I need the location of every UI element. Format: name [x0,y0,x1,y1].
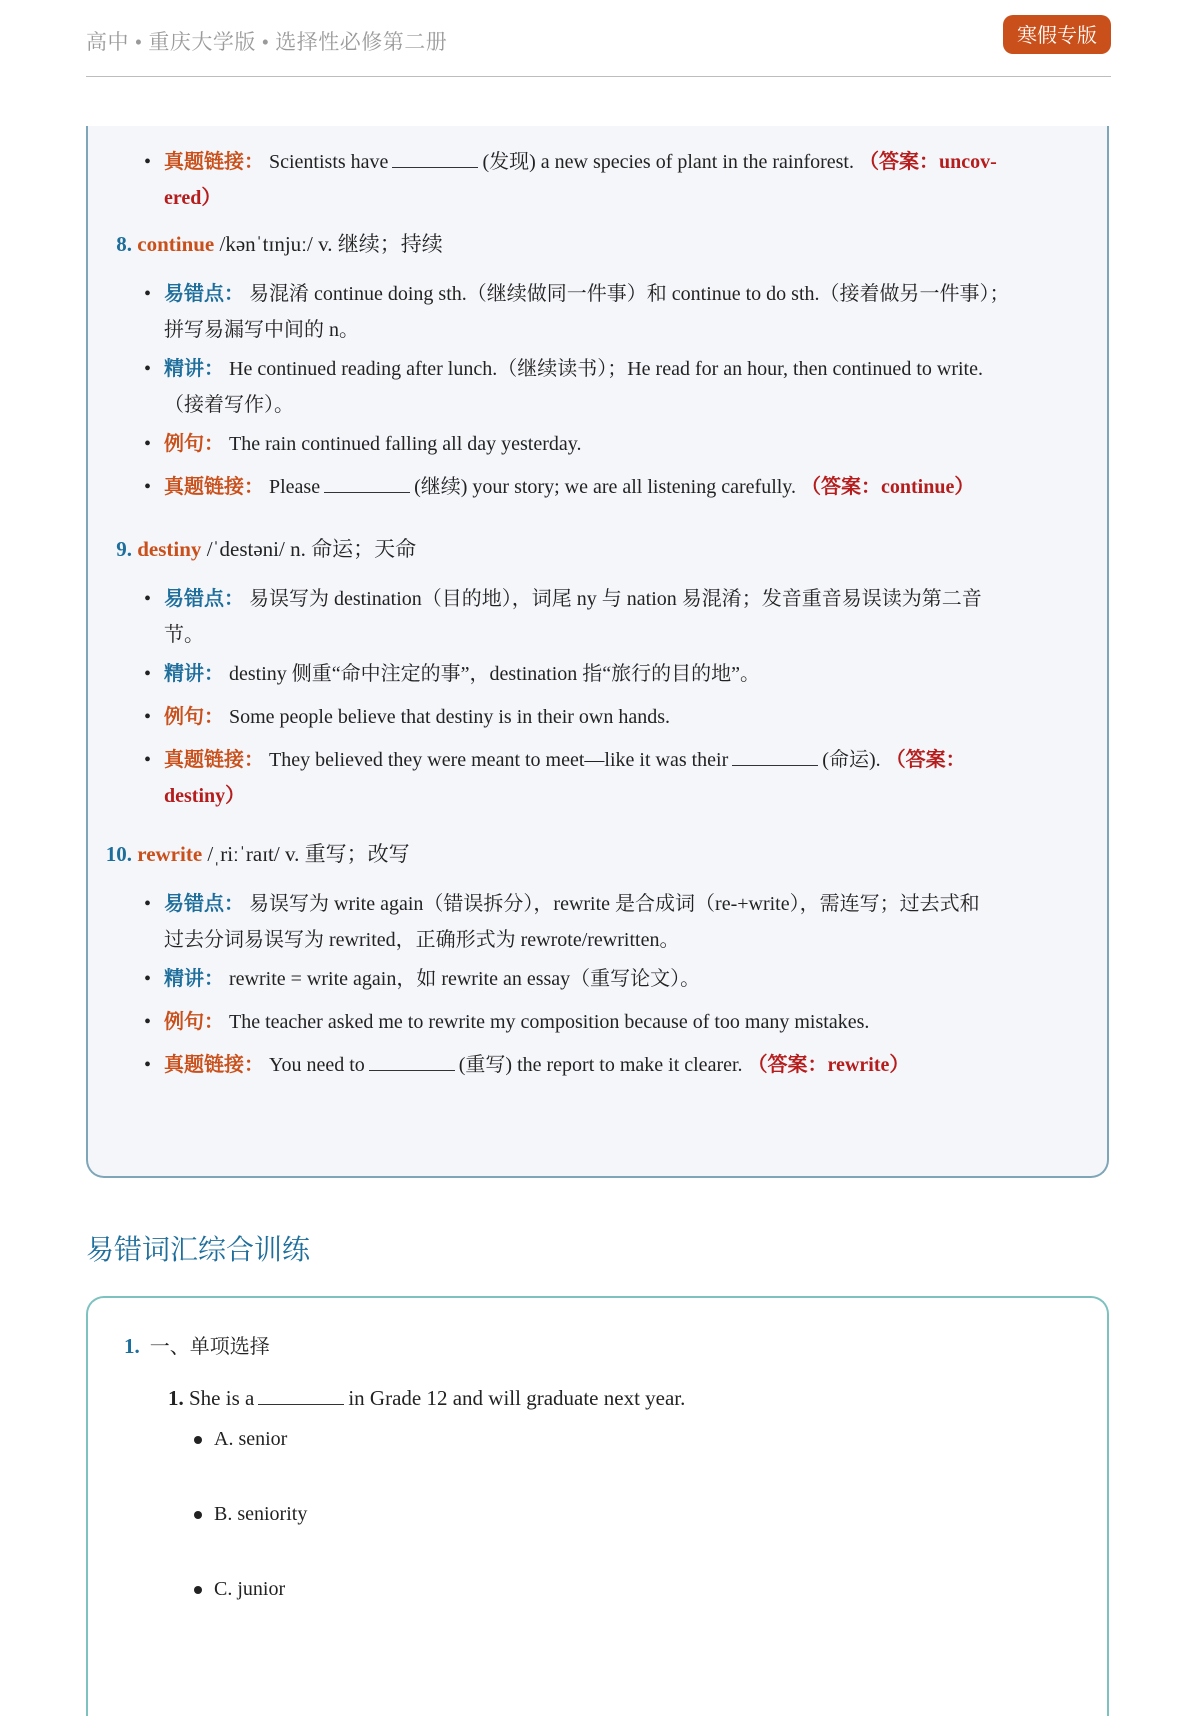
answer: （答案：rewrite） [747,1054,910,1076]
option-a[interactable] [194,1428,287,1451]
error-label: 易错点： [164,588,244,610]
answer: ered） [164,187,222,209]
example-label: 例句： [164,706,224,728]
bullet: • [144,663,152,685]
blank-line [258,1403,344,1405]
question-text: She is a [189,1386,255,1410]
bullet: • [144,151,152,173]
entry-number: 8. [116,232,132,256]
list-item [144,351,1074,423]
item-text: (发现) a new species of plant in the rainforest. [482,151,854,173]
answer: destiny） [164,785,246,807]
list-item [144,144,1074,216]
list-item [144,1004,1074,1040]
exam-link-label: 真题链接： [164,1054,264,1076]
list-item [144,656,1074,692]
blank-line [392,166,478,168]
bullet: • [144,706,152,728]
entry-heading [94,836,410,872]
question-text: in Grade 12 and will graduate next year. [348,1386,686,1410]
item-text: He continued reading after lunch.（继续读书）；He read for an hour, then continued to write. [229,358,983,380]
bullet [194,1511,202,1519]
error-label: 易错点： [164,283,244,305]
explain-label: 精讲： [164,663,224,685]
option-label: B. seniority [214,1503,308,1525]
entry-pronunciation: /kənˈtɪnjuː/ v. 继续；持续 [219,232,443,256]
bullet: • [144,968,152,990]
section-title: 易错词汇综合训练 [86,1233,311,1266]
page-header [86,0,1111,77]
item-text: Please [269,476,321,498]
entry-word: rewrite [137,842,203,866]
item-text: They believed they were meant to meet—like it was their [269,749,729,771]
list-item [144,1047,1074,1083]
blank-line [732,764,818,766]
edition-badge: 寒假专版 [1003,15,1111,54]
exercise-title: 一、单项选择 [149,1334,270,1358]
item-text: 易误写为 write again（错误拆分），rewrite 是合成词（re-+write），需连写；过去式和 [249,893,980,915]
list-item [144,426,1074,462]
bullet: • [144,588,152,610]
option-label: A. senior [214,1428,288,1450]
bullet [194,1436,202,1444]
bullet: • [144,358,152,380]
exercise-heading [124,1330,270,1359]
answer: （答案：uncov- [858,151,997,173]
example-label: 例句： [164,1011,224,1033]
option-b[interactable] [194,1503,307,1526]
exam-link-label: 真题链接： [164,151,264,173]
bullet [194,1586,202,1594]
question [168,1386,685,1411]
bullet: • [144,283,152,305]
blank-line [369,1069,455,1071]
vocab-box [86,126,1109,1178]
list-item [144,276,1074,348]
exercise-box [86,1296,1109,1716]
item-text: 节。 [164,624,204,646]
item-text: 拼写易漏写中间的 n。 [164,319,359,341]
item-text: (命运). [822,749,881,771]
list-item [144,742,1074,814]
example-label: 例句： [164,433,224,455]
entry-word: destiny [137,537,202,561]
item-text: The teacher asked me to rewrite my composition because of too many mistakes. [229,1011,870,1033]
item-text: rewrite = write again，如 rewrite an essay（重写论文）。 [229,968,701,990]
item-text: (重写) the report to make it clearer. [458,1054,743,1076]
item-text: Scientists have [269,151,389,173]
bullet: • [144,433,152,455]
entry-pronunciation: /ˈdestəni/ n. 命运；天命 [206,537,417,561]
bullet: • [144,893,152,915]
exam-link-label: 真题链接： [164,476,264,498]
option-label: C. junior [214,1578,286,1600]
entry-number: 9. [116,537,132,561]
item-text: destiny 侧重“命中注定的事”，destination 指“旅行的目的地”。 [229,663,761,685]
item-text: 易混淆 continue doing sth.（继续做同一件事）和 continue to do sth.（接着做另一件事）； [249,283,1010,305]
error-label: 易错点： [164,893,244,915]
exam-link-label: 真题链接： [164,749,264,771]
explain-label: 精讲： [164,968,224,990]
blank-line [324,491,410,493]
exercise-number: 1. [124,1334,140,1358]
header-title: 高中 • 重庆大学版 • 选择性必修第二册 [86,30,448,54]
bullet: • [144,749,152,771]
option-c[interactable] [194,1578,285,1601]
question-number: 1. [168,1386,184,1410]
entry-pronunciation: /ˌriːˈraɪt/ v. 重写；改写 [207,842,410,866]
entry-number: 10. [105,842,132,866]
item-text: The rain continued falling all day yesterday. [229,433,582,455]
entry-word: continue [137,232,215,256]
list-item [144,469,1074,505]
item-text: 易误写为 destination（目的地），词尾 ny 与 nation 易混淆；发音重音易误读为第二音 [249,588,982,610]
list-item [144,699,1074,735]
answer: （答案：continue） [801,476,975,498]
bullet: • [144,1054,152,1076]
item-text: You need to [269,1054,365,1076]
bullet: • [144,476,152,498]
item-text: (继续) your story; we are all listening carefully. [414,476,797,498]
answer: （答案： [885,749,966,771]
explain-label: 精讲： [164,358,224,380]
item-text: 过去分词易误写为 rewrited，正确形式为 rewrote/rewritten。 [164,929,680,951]
list-item [144,961,1074,997]
bullet: • [144,1011,152,1033]
item-text: Some people believe that destiny is in their own hands. [229,706,671,728]
entry-heading [104,226,443,262]
entry-heading [104,531,416,567]
list-item [144,886,1074,958]
list-item [144,581,1074,653]
item-text: （接着写作）。 [164,394,294,416]
